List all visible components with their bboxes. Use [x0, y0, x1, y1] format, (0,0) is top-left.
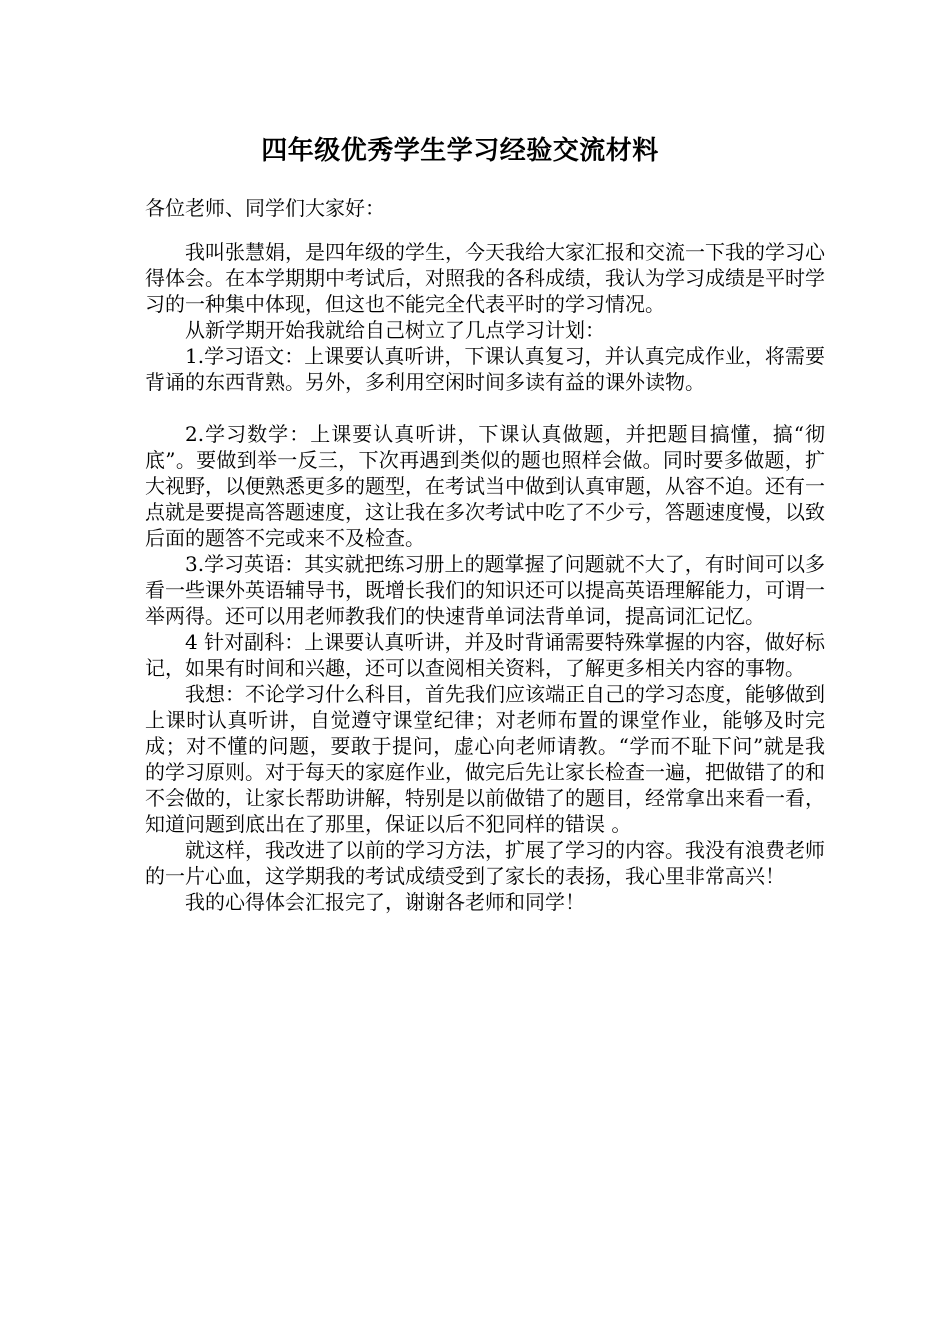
- paragraph-reflection: 我想：不论学习什么科目，首先我们应该端正自己的学习态度，能够做到上课时认真听讲，自觉遵守课堂纪律；对老师布置的课堂作业，能够及时完成；对不懂的问题，要敢于提问，虚心向老师请教。“学而不耻下问”就是我的学习原则。对于每天的家庭作业，做完后先让家长检查一遍，把做错了的和不会做的，让家长帮助讲解，特别是以前做错了的题目，经常拿出来看一看，知道问题到底出在了那里，保证以后不犯同样的错误 。: [145, 682, 825, 836]
- paragraph-introduction: 我叫张慧娟，是四年级的学生，今天我给大家汇报和交流一下我的学习心得体会。在本学期期中考试后，对照我的各科成绩，我认为学习成绩是平时学习的一种集中体现，但这也不能完全代表平时的学习情况。: [145, 240, 825, 316]
- greeting-line: 各位老师、同学们大家好：: [145, 196, 385, 220]
- document-title: 四年级优秀学生学习经验交流材料: [261, 136, 659, 166]
- paragraph-result: 就这样，我改进了以前的学习方法，扩展了学习的内容。我没有浪费老师的一片心血，这学期我的考试成绩受到了家长的表扬，我心里非常高兴！: [145, 838, 825, 888]
- paragraph-english-study: 3.学习英语：其实就把练习册上的题掌握了问题就不大了，有时间可以多看一些课外英语辅导书，既增长我们的知识还可以提高英语理解能力，可谓一举两得。还可以用老师教我们的快速背单词法背单词，提高词汇记忆。: [145, 552, 825, 628]
- paragraph-plan-intro: 从新学期开始我就给自己树立了几点学习计划：: [185, 318, 605, 342]
- paragraph-math-study: 2.学习数学：上课要认真听讲，下课认真做题，并把题目搞懂，搞“彻底”。要做到举一反三，下次再遇到类似的题也照样会做。同时要多做题，扩大视野，以便熟悉更多的题型，在考试当中做到认真审题，从容不迫。还有一点就是要提高答题速度，这让我在多次考试中吃了不少亏，答题速度慢，以致后面的题答不完或来不及检查。: [145, 422, 825, 550]
- paragraph-chinese-study: 1.学习语文：上课要认真听讲，下课认真复习，并认真完成作业，将需要背诵的东西背熟。另外，多利用空闲时间多读有益的课外读物。: [145, 344, 825, 394]
- paragraph-closing: 我的心得体会汇报完了，谢谢各老师和同学！: [185, 890, 585, 914]
- document-body: [145, 195, 825, 915]
- paragraph-minor-subjects: 4 针对副科：上课要认真听讲，并及时背诵需要特殊掌握的内容，做好标记，如果有时间和兴趣，还可以查阅相关资料，了解更多相关内容的事物。: [145, 630, 825, 680]
